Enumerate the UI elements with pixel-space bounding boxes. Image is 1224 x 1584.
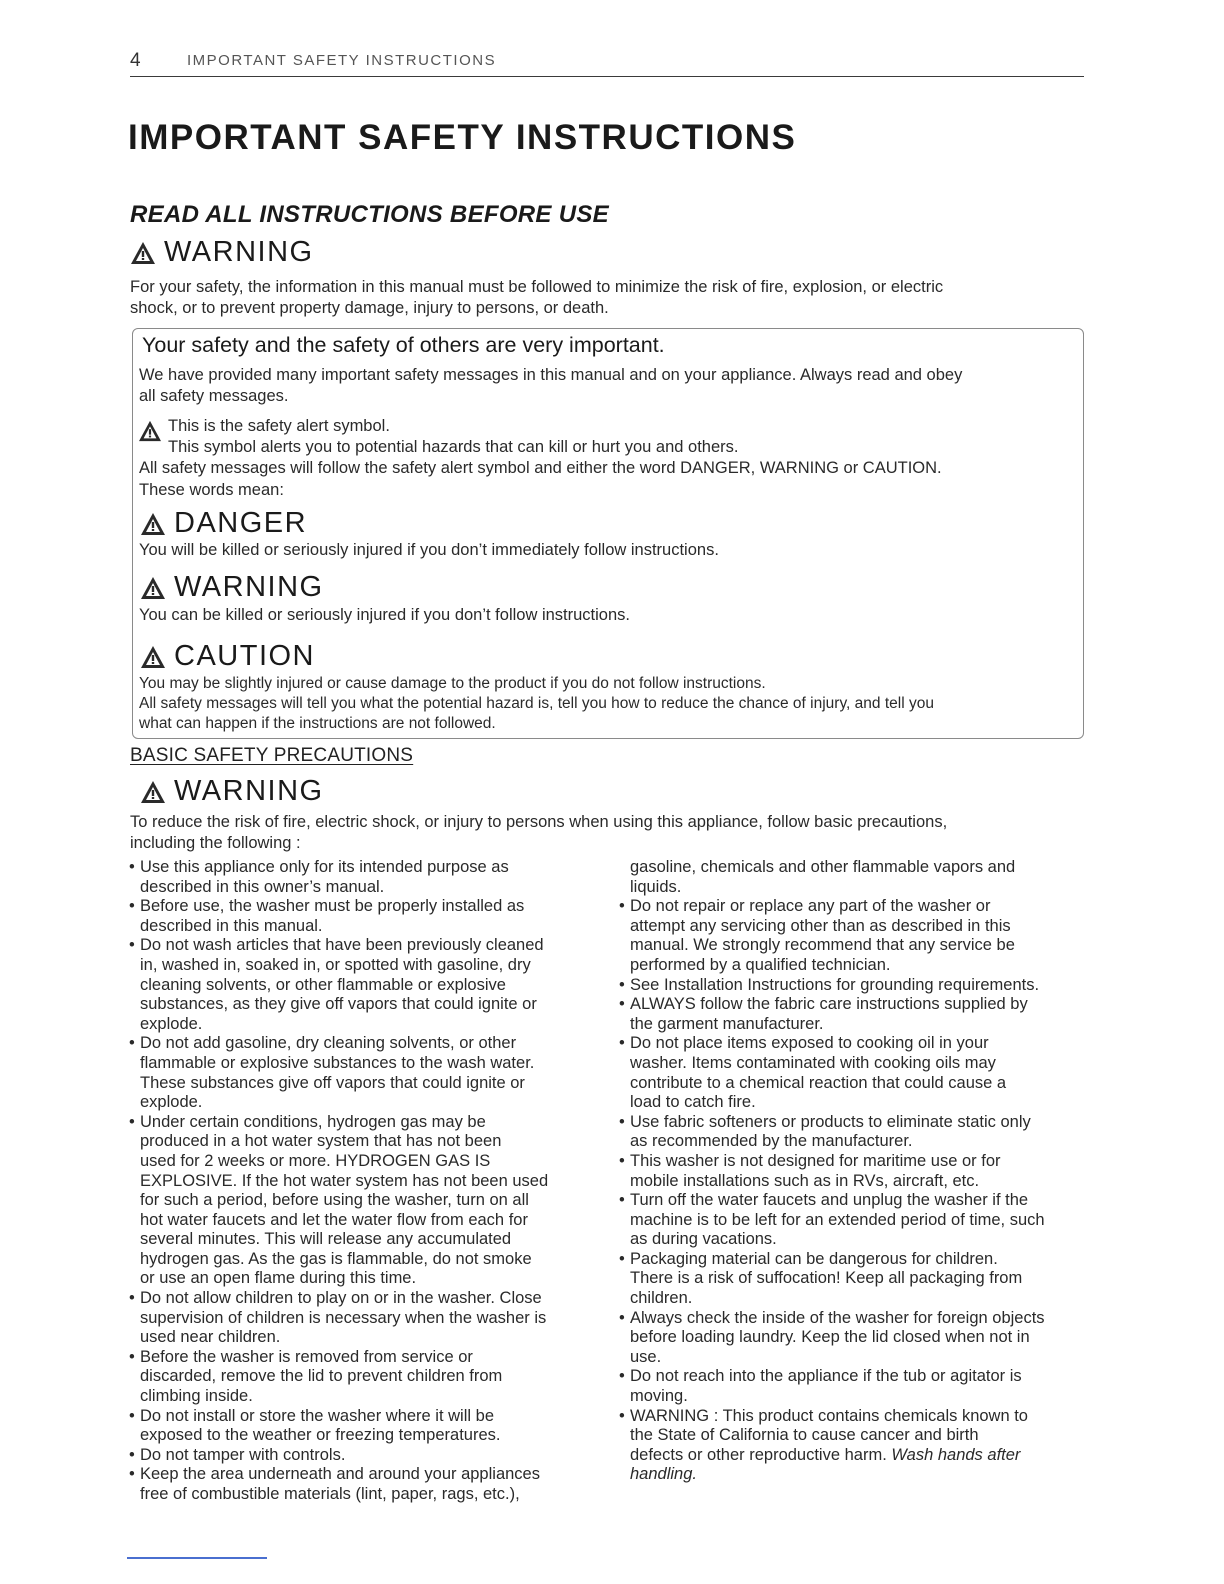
precaution-line xyxy=(619,1015,1089,1035)
follow-line-2: These words mean: xyxy=(139,481,284,499)
precaution-text: Before the washer is removed from service or xyxy=(140,1347,473,1366)
precaution-text: produced in a hot water system that has not been xyxy=(140,1132,502,1151)
precaution-text: described in this manual. xyxy=(140,916,323,935)
precaution-line xyxy=(129,1211,599,1231)
bullet: • xyxy=(619,975,625,994)
precaution-line xyxy=(619,1230,1089,1250)
basic-warning-signal xyxy=(140,775,324,808)
precaution-line xyxy=(619,1172,1089,1192)
bullet: • xyxy=(619,1034,625,1053)
warning-triangle-icon xyxy=(140,576,166,600)
precaution-line xyxy=(619,917,1089,937)
precaution-line xyxy=(619,1328,1089,1348)
intro-warning-signal xyxy=(130,236,314,269)
bullet: • xyxy=(619,1191,625,1210)
precaution-line xyxy=(129,1407,599,1427)
precaution-line xyxy=(619,858,1089,878)
precaution-line xyxy=(129,1465,599,1485)
basic-safety-heading: BASIC SAFETY PRECAUTIONS xyxy=(130,745,414,766)
bullet: • xyxy=(129,858,135,876)
precaution-text: These substances give off vapors that could ignite or xyxy=(140,1073,525,1092)
precaution-text: Turn off the water faucets and unplug the washer if the xyxy=(630,1191,1029,1210)
precaution-line xyxy=(619,995,1089,1015)
caution-signal xyxy=(140,640,315,673)
precaution-line xyxy=(619,1054,1089,1074)
precaution-text: washer. Items contaminated with cooking oils may xyxy=(630,1053,996,1072)
precaution-line xyxy=(129,1387,599,1407)
bullet: • xyxy=(129,1465,135,1484)
precaution-line xyxy=(619,936,1089,956)
safety-alert-symbol-icon xyxy=(138,420,162,442)
bullet: • xyxy=(129,1445,135,1464)
precaution-text: attempt any servicing other than as described in this xyxy=(630,916,1011,935)
precaution-line xyxy=(619,1289,1089,1309)
bullet: • xyxy=(129,936,135,955)
basic-intro-line-1: To reduce the risk of fire, electric shock, or injury to persons when using this appliance, follow basic precautions, xyxy=(130,813,948,831)
precaution-text: Use this appliance only for its intended purpose as xyxy=(140,858,509,876)
follow-line-1: All safety messages will follow the safety alert symbol and either the word DANGER, WARNING or CAUTION. xyxy=(139,459,942,477)
precaution-text: Do not repair or replace any part of the washer or xyxy=(630,897,991,916)
caution-triangle-icon xyxy=(140,645,166,669)
basic-intro-line-2: including the following : xyxy=(130,834,301,852)
precaution-text: flammable or explosive substances to the wash water. xyxy=(140,1053,535,1072)
precaution-text: Do not tamper with controls. xyxy=(140,1445,346,1464)
bullet: • xyxy=(129,897,135,916)
precaution-line xyxy=(129,1426,599,1446)
precaution-text: explode. xyxy=(140,1093,203,1112)
precaution-line xyxy=(619,1034,1089,1054)
precaution-line xyxy=(129,917,599,937)
precaution-line xyxy=(619,1465,1089,1485)
bullet: • xyxy=(129,1347,135,1366)
precaution-line xyxy=(619,1152,1089,1172)
wash-hands-italic: Wash hands after xyxy=(891,1445,1021,1464)
warning-signal xyxy=(140,571,324,604)
bullet: • xyxy=(129,1034,135,1053)
precaution-line xyxy=(619,1269,1089,1289)
precaution-text: machine is to be left for an extended period of time, such xyxy=(630,1210,1045,1229)
precaution-line xyxy=(619,1093,1089,1113)
precaution-text: described in this owner’s manual. xyxy=(140,877,385,896)
precaution-line xyxy=(619,976,1089,996)
precaution-text: load to catch fire. xyxy=(630,1093,756,1112)
precautions-right-column xyxy=(619,858,1089,1485)
precaution-line xyxy=(619,956,1089,976)
page-number: 4 xyxy=(130,50,142,71)
precaution-text: free of combustible materials (lint, paper, rags, etc.), xyxy=(140,1485,520,1503)
precaution-text: Always check the inside of the washer for foreign objects xyxy=(630,1308,1045,1327)
precaution-text: the State of California to cause cancer and birth xyxy=(630,1426,979,1445)
precaution-text: as recommended by the manufacturer. xyxy=(630,1132,913,1151)
precaution-text: climbing inside. xyxy=(140,1387,253,1406)
bullet: • xyxy=(619,1406,625,1425)
precaution-line xyxy=(619,1211,1089,1231)
precaution-text: Keep the area underneath and around your appliances xyxy=(140,1465,540,1484)
precaution-line xyxy=(619,1446,1089,1466)
caution-extra-line-2: what can happen if the instructions are not followed. xyxy=(139,715,496,732)
precaution-text: hydrogen gas. As the gas is flammable, do not smoke xyxy=(140,1249,532,1268)
footer-rule xyxy=(127,1557,267,1559)
precaution-line xyxy=(129,1015,599,1035)
precaution-line xyxy=(129,1289,599,1309)
precaution-text: Use fabric softeners or products to eliminate static only xyxy=(630,1112,1031,1131)
precaution-line xyxy=(129,1152,599,1172)
running-header xyxy=(130,46,1084,77)
precautions-left-column xyxy=(129,858,599,1505)
precaution-text: Do not add gasoline, dry cleaning solvents, or other xyxy=(140,1034,517,1053)
precaution-line xyxy=(129,976,599,996)
danger-text: You will be killed or seriously injured if you don’t immediately follow instructions. xyxy=(139,541,719,559)
bullet: • xyxy=(129,1112,135,1131)
precaution-line xyxy=(129,1074,599,1094)
precaution-text: exposed to the weather or freezing temperatures. xyxy=(140,1426,501,1445)
precaution-line xyxy=(129,1328,599,1348)
precaution-line xyxy=(129,1348,599,1368)
symbol-line-2: This symbol alerts you to potential hazards that can kill or hurt you and others. xyxy=(168,438,739,456)
danger-signal xyxy=(140,507,307,540)
precaution-text: WARNING : This product contains chemicals known to xyxy=(630,1406,1028,1425)
bullet: • xyxy=(129,1406,135,1425)
precaution-text: cleaning solvents, or other flammable or explosive xyxy=(140,975,506,994)
precaution-line xyxy=(619,1348,1089,1368)
intro-warning-line-2: shock, or to prevent property damage, injury to persons, or death. xyxy=(130,299,609,317)
precaution-line xyxy=(129,858,599,878)
precaution-text: moving. xyxy=(630,1387,688,1406)
precaution-text: children. xyxy=(630,1289,693,1308)
read-all-heading: READ ALL INSTRUCTIONS BEFORE USE xyxy=(130,201,609,228)
basic-warning-label: WARNING xyxy=(174,775,324,807)
precaution-text: ALWAYS follow the fabric care instructions supplied by xyxy=(630,995,1028,1014)
precaution-line xyxy=(129,1191,599,1211)
precaution-text: several minutes. This will release any accumulated xyxy=(140,1230,512,1249)
precaution-text: manual. We strongly recommend that any service be xyxy=(630,936,1015,955)
precaution-line xyxy=(129,956,599,976)
warning-text: You can be killed or seriously injured if you don’t follow instructions. xyxy=(139,606,630,624)
precaution-text: contribute to a chemical reaction that could cause a xyxy=(630,1073,1007,1092)
precaution-text: Do not install or store the washer where it will be xyxy=(140,1406,494,1425)
precaution-line xyxy=(129,1132,599,1152)
intro-warning-label: WARNING xyxy=(164,236,314,268)
precaution-text: EXPLOSIVE. If the hot water system has not been used xyxy=(140,1171,549,1190)
precaution-line xyxy=(129,1113,599,1133)
precaution-line xyxy=(129,1230,599,1250)
precaution-line xyxy=(619,1132,1089,1152)
safety-box-title: Your safety and the safety of others are very important. xyxy=(142,333,665,357)
precaution-text: before loading laundry. Keep the lid closed when not in xyxy=(630,1328,1030,1347)
precaution-line xyxy=(129,1034,599,1054)
precaution-line xyxy=(619,1309,1089,1329)
precaution-text: See Installation Instructions for grounding requirements. xyxy=(630,975,1040,994)
precaution-text: used near children. xyxy=(140,1328,281,1347)
precaution-text: Under certain conditions, hydrogen gas may be xyxy=(140,1112,486,1131)
precaution-text: the garment manufacturer. xyxy=(630,1014,824,1033)
precaution-line xyxy=(619,1407,1089,1427)
bullet: • xyxy=(619,1249,625,1268)
bullet: • xyxy=(619,897,625,916)
warning-triangle-icon xyxy=(130,241,156,265)
precaution-text: performed by a qualified technician. xyxy=(630,955,891,974)
precaution-line xyxy=(129,1250,599,1270)
precaution-text: in, washed in, soaked in, or spotted with gasoline, dry xyxy=(140,955,531,974)
warning-label: WARNING xyxy=(174,571,324,603)
precaution-line xyxy=(129,936,599,956)
running-header-title: IMPORTANT SAFETY INSTRUCTIONS xyxy=(187,52,497,69)
precaution-line xyxy=(619,1191,1089,1211)
precaution-line xyxy=(619,1426,1089,1446)
precaution-line xyxy=(129,995,599,1015)
precaution-line xyxy=(129,1172,599,1192)
handling-italic: handling. xyxy=(630,1465,697,1484)
caution-label: CAUTION xyxy=(174,640,315,672)
danger-label: DANGER xyxy=(174,507,308,539)
precaution-line xyxy=(129,1485,599,1505)
caution-text: You may be slightly injured or cause damage to the product if you do not follow instructions. xyxy=(139,675,766,692)
precaution-text: gasoline, chemicals and other flammable vapors and xyxy=(630,858,1016,876)
precaution-text: Do not allow children to play on or in the washer. Close xyxy=(140,1289,542,1308)
bullet: • xyxy=(619,1367,625,1386)
precaution-line xyxy=(129,1269,599,1289)
precaution-text: This washer is not designed for maritime use or for xyxy=(630,1151,1001,1170)
precaution-line xyxy=(619,1074,1089,1094)
precaution-text: There is a risk of suffocation! Keep all packaging from xyxy=(630,1269,1023,1288)
precaution-text: Do not wash articles that have been previously cleaned xyxy=(140,936,544,955)
precaution-line xyxy=(129,897,599,917)
symbol-line-1: This is the safety alert symbol. xyxy=(168,417,390,435)
bullet: • xyxy=(619,1112,625,1131)
precaution-line xyxy=(619,1113,1089,1133)
page-title: IMPORTANT SAFETY INSTRUCTIONS xyxy=(128,118,797,157)
bullet: • xyxy=(619,1151,625,1170)
precaution-line xyxy=(129,1054,599,1074)
precaution-text: substances, as they give off vapors that could ignite or xyxy=(140,995,537,1014)
precaution-text: supervision of children is necessary when the washer is xyxy=(140,1308,547,1327)
precaution-text: for such a period, before using the washer, turn on all xyxy=(140,1191,529,1210)
precaution-text: Packaging material can be dangerous for children. xyxy=(630,1249,998,1268)
precaution-text: defects or other reproductive harm. xyxy=(630,1445,887,1464)
bullet: • xyxy=(619,995,625,1014)
safety-box-intro-line-1: We have provided many important safety messages in this manual and on your appliance. Always read and obey xyxy=(139,366,963,384)
bullet: • xyxy=(619,1308,625,1327)
precaution-text: used for 2 weeks or more. HYDROGEN GAS IS xyxy=(140,1151,491,1170)
caution-extra-line-1: All safety messages will tell you what the potential hazard is, tell you how to reduce the chance of injury, and tell you xyxy=(139,695,934,712)
precaution-text: Do not place items exposed to cooking oil in your xyxy=(630,1034,989,1053)
precaution-line xyxy=(129,1446,599,1466)
precaution-line xyxy=(619,1367,1089,1387)
precaution-line xyxy=(619,1387,1089,1407)
precaution-text: hot water faucets and let the water flow from each for xyxy=(140,1210,528,1229)
precaution-text: Do not reach into the appliance if the tub or agitator is xyxy=(630,1367,1022,1386)
precaution-text: Before use, the washer must be properly installed as xyxy=(140,897,525,916)
precaution-text: as during vacations. xyxy=(630,1230,777,1249)
precaution-line xyxy=(619,1250,1089,1270)
bullet: • xyxy=(129,1289,135,1308)
precaution-line xyxy=(129,1093,599,1113)
precaution-text: mobile installations such as in RVs, aircraft, etc. xyxy=(630,1171,980,1190)
precaution-text: liquids. xyxy=(630,877,682,896)
warning-triangle-icon xyxy=(140,780,166,804)
precaution-line xyxy=(129,1367,599,1387)
precaution-line xyxy=(619,897,1089,917)
danger-triangle-icon xyxy=(140,512,166,536)
precaution-text: or use an open flame during this time. xyxy=(140,1269,417,1288)
safety-box-intro-line-2: all safety messages. xyxy=(139,387,289,405)
precaution-line xyxy=(129,878,599,898)
precaution-text: use. xyxy=(630,1347,662,1366)
precaution-line xyxy=(129,1309,599,1329)
precaution-text: explode. xyxy=(140,1014,203,1033)
precaution-line xyxy=(619,878,1089,898)
intro-warning-line-1: For your safety, the information in this manual must be followed to minimize the risk of fire, explosion, or electric xyxy=(130,278,944,296)
precaution-text: discarded, remove the lid to prevent children from xyxy=(140,1367,503,1386)
